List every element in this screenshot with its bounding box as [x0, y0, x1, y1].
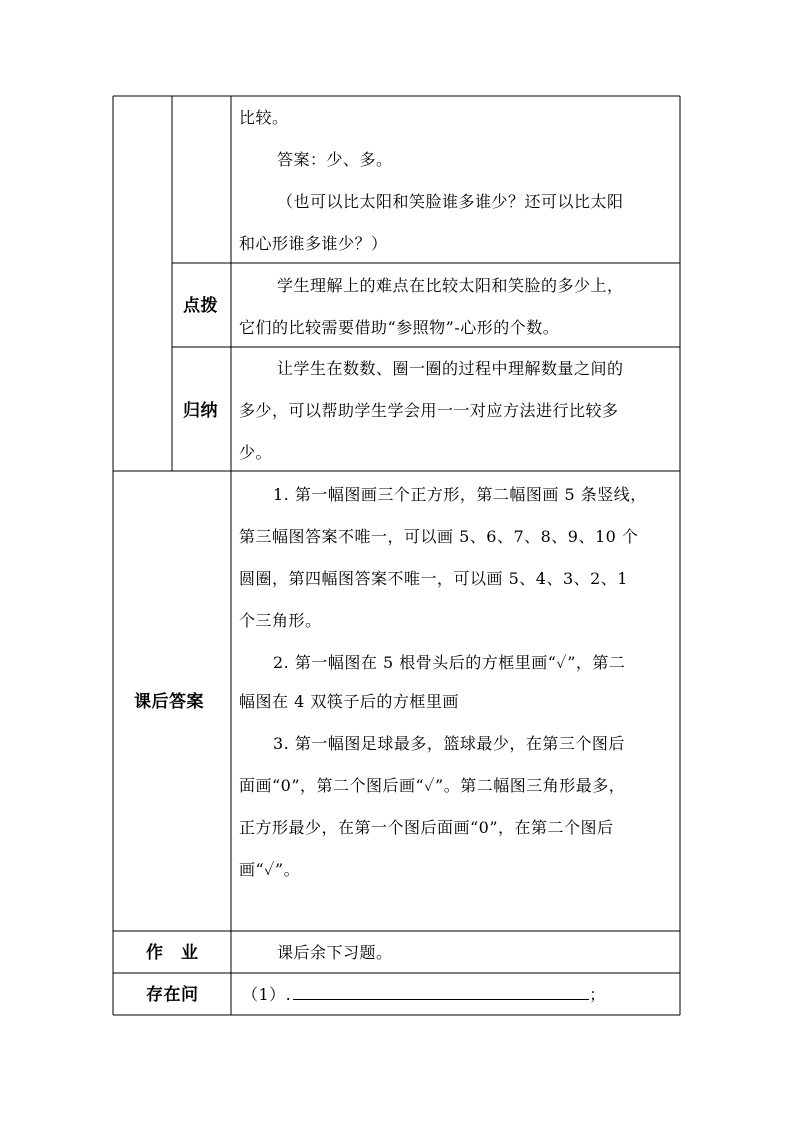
answer-1-line-2: 第三幅图答案不唯一，可以画 5、6、7、8、9、10 个 — [239, 527, 639, 546]
answers-label: 课后答案 — [134, 692, 204, 712]
compare-line-3: （也可以比太阳和笑脸谁多谁少？还可以比太阳 — [277, 192, 624, 211]
hint-label: 点拨 — [183, 296, 218, 316]
answer-1-line-4: 个三角形。 — [239, 611, 322, 630]
hint-line-2: 它们的比较需要借助“参照物”-心形的个数。 — [239, 318, 560, 337]
summary-line-1: 让学生在数数、圈一圈的过程中理解数量之间的 — [277, 359, 624, 378]
compare-line-4: 和心形谁多谁少？） — [239, 234, 388, 253]
compare-answer: 答案：少、多。 — [277, 150, 393, 169]
problems-suffix: ； — [589, 985, 606, 1004]
homework-label: 作 业 — [146, 943, 199, 963]
answer-3-line-1: 3. 第一幅图足球最多，篮球最少，在第三个图后 — [273, 734, 625, 753]
answer-3-line-2: 面画“0”，第二个图后画“✓”。第二幅图三角形最多， — [239, 776, 626, 795]
answer-1-line-1: 1. 第一幅图画三个正方形，第二幅图画 5 条竖线， — [273, 485, 647, 504]
problems-label: 存在问 — [146, 985, 199, 1005]
problems-entry — [242, 985, 606, 1005]
summary-line-2: 多少，可以帮助学生学会用一一对应方法进行比较多 — [239, 401, 619, 420]
summary-line-3: 少。 — [239, 443, 273, 462]
summary-label: 归纳 — [183, 401, 218, 421]
answer-3-line-4: 画“✓”。 — [239, 860, 301, 879]
problems-prefix: （1）. — [242, 985, 292, 1004]
answer-2-line-1: 2. 第一幅图在 5 根骨头后的方框里画“✓”，第二 — [273, 653, 626, 672]
answer-1-line-3: 圆圈，第四幅图答案不唯一，可以画 5、4、3、2、1 — [239, 569, 628, 588]
answer-2-line-2: 幅图在 4 双筷子后的方框里画 — [239, 692, 459, 711]
problems-blank-line — [293, 985, 589, 1000]
compare-line-1: 比较。 — [239, 108, 289, 127]
hint-line-1: 学生理解上的难点在比较太阳和笑脸的多少上， — [277, 276, 624, 295]
answer-3-line-3: 正方形最少，在第一个图后面画“0”，在第二个图后 — [239, 818, 614, 837]
homework-text: 课后余下习题。 — [277, 943, 393, 962]
